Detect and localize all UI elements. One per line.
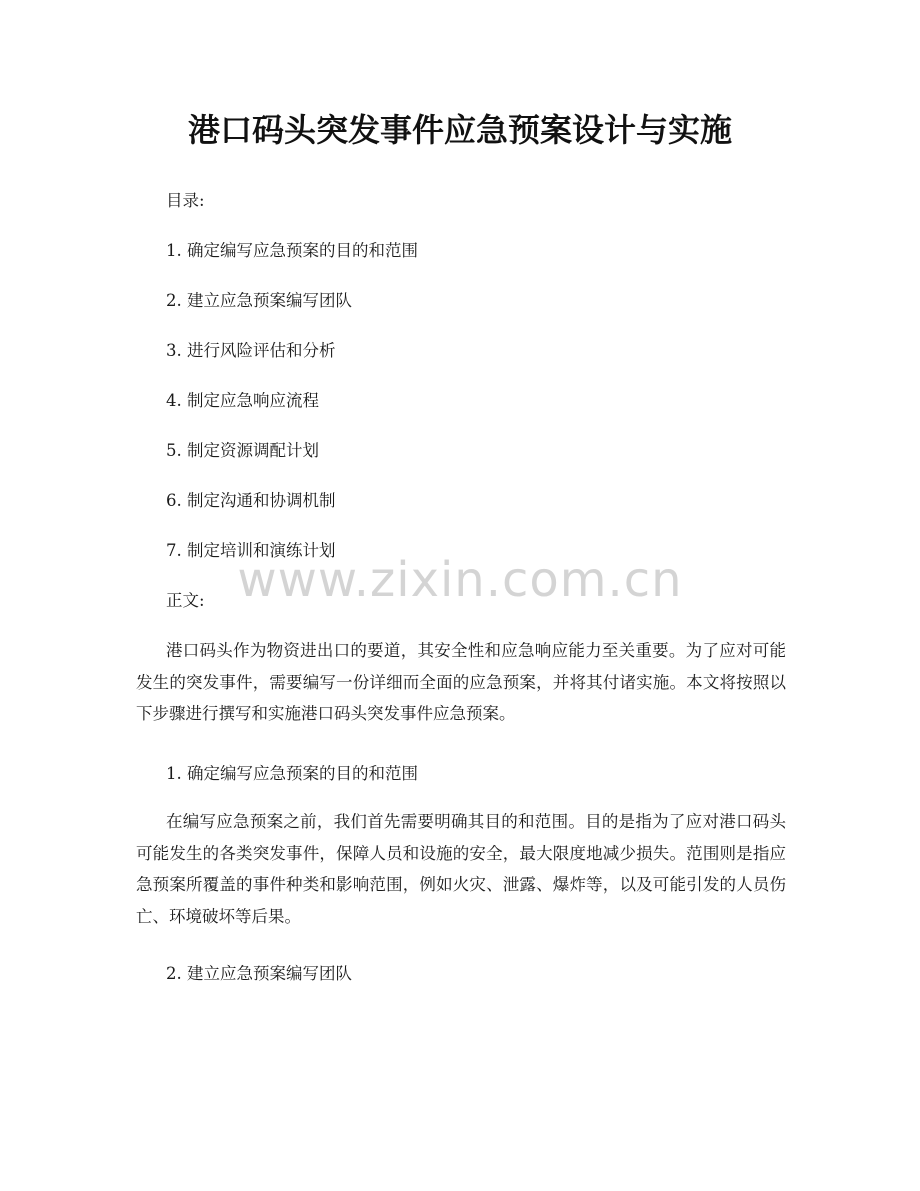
section-2-heading: 2. 建立应急预案编写团队 bbox=[166, 964, 352, 983]
toc-item-3: 3. 进行风险评估和分析 bbox=[166, 341, 336, 360]
toc-item-2: 2. 建立应急预案编写团队 bbox=[166, 291, 352, 310]
intro-paragraph: 港口码头作为物资进出口的要道，其安全性和应急响应能力至关重要。为了应对可能发生的突发事件，需要编写一份详细而全面的应急预案，并将其付诸实施。本文将按照以下步骤进行撰写和实施港口码头突发事件应急预案。 bbox=[136, 641, 786, 723]
toc-item-4: 4. 制定应急响应流程 bbox=[166, 391, 319, 410]
toc-label: 目录: bbox=[166, 191, 205, 210]
toc-item-5: 5. 制定资源调配计划 bbox=[166, 441, 319, 460]
toc-item-7: 7. 制定培训和演练计划 bbox=[166, 541, 336, 560]
section-1-paragraph: 在编写应急预案之前，我们首先需要明确其目的和范围。目的是指为了应对港口码头可能发生的各类突发事件，保障人员和设施的安全，最大限度地减少损失。范围则是指应急预案所覆盖的事件种类和影响范围，例如火灾、泄露、爆炸等，以及可能引发的人员伤亡、环境破坏等后果。 bbox=[136, 812, 786, 926]
toc-item-6: 6. 制定沟通和协调机制 bbox=[166, 491, 336, 510]
toc-item-1: 1. 确定编写应急预案的目的和范围 bbox=[166, 241, 418, 260]
document-title: 港口码头突发事件应急预案设计与实施 bbox=[187, 111, 732, 149]
watermark: www.zixin.com.cn bbox=[237, 552, 683, 608]
section-1-heading: 1. 确定编写应急预案的目的和范围 bbox=[166, 764, 418, 783]
body-label: 正文: bbox=[166, 591, 205, 610]
